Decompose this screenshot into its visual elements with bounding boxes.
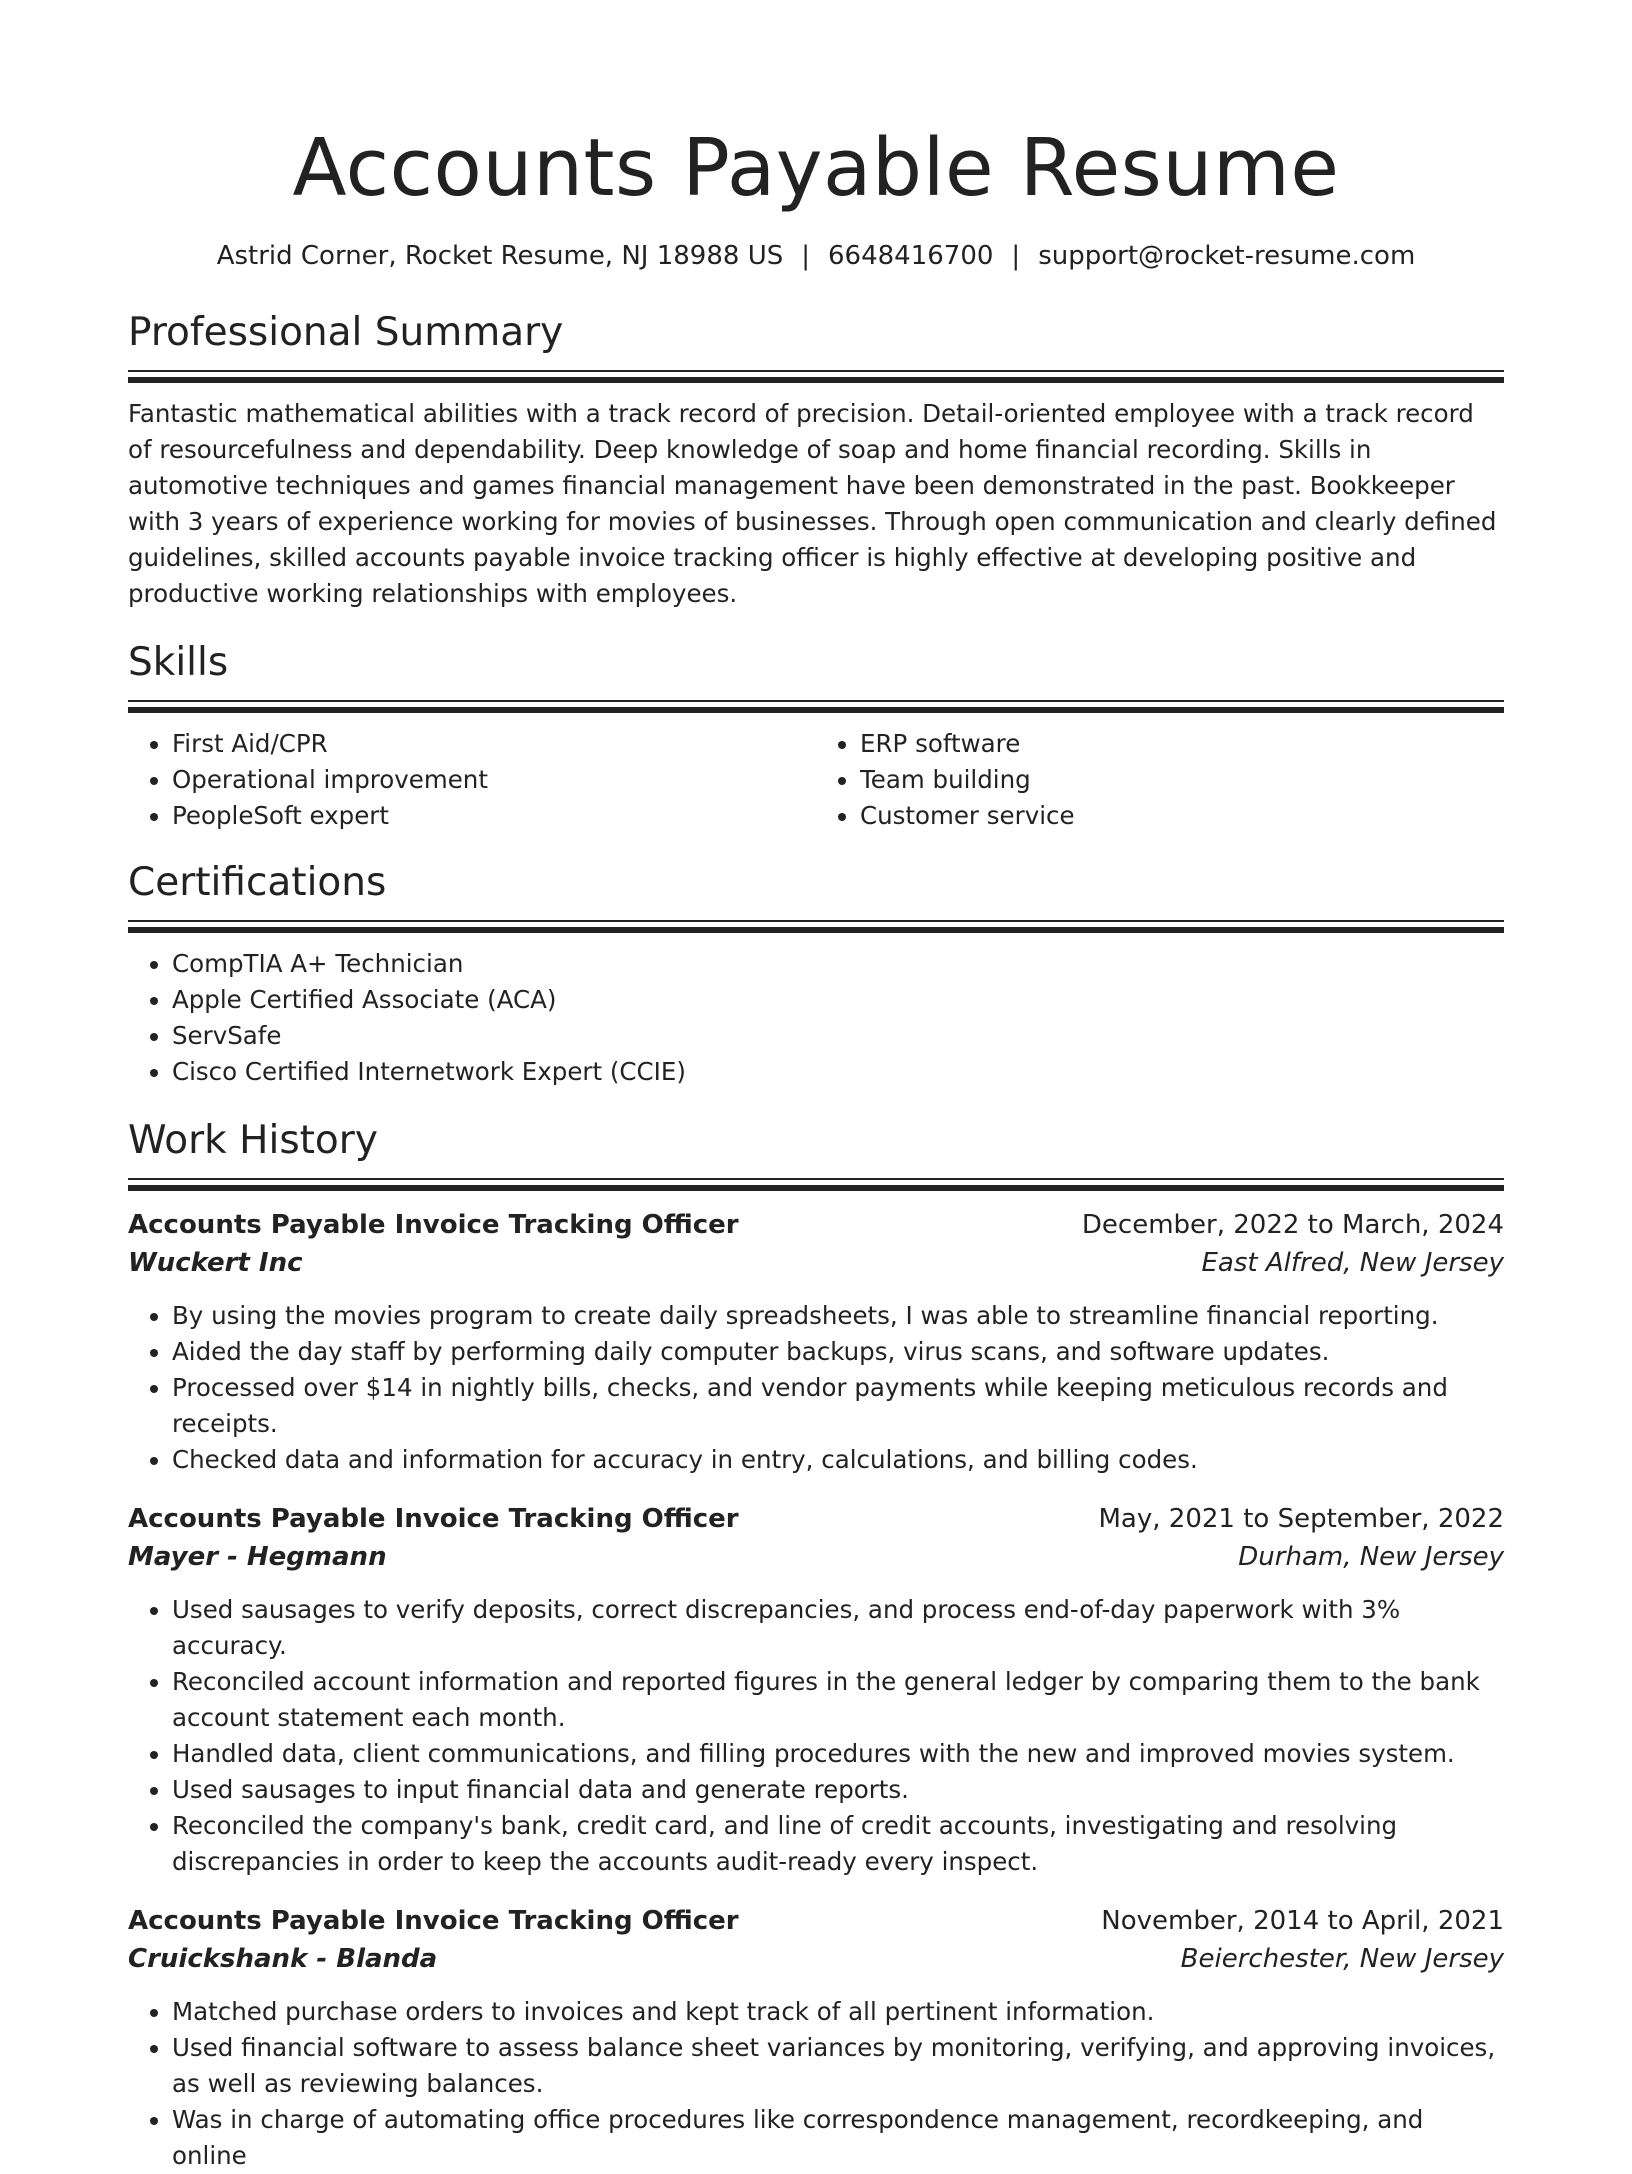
contact-separator: | [801,241,810,271]
job-duty: • Matched purchase orders to invoices and kept track of all pertinent information. [172,1994,1504,2030]
job-title: Accounts Payable Invoice Tracking Officer [128,1504,739,1534]
section-heading-work-history: Work History [128,1118,378,1163]
skills-section [128,638,1504,834]
section-heading-skills: Skills [128,640,229,685]
job-duties-list [128,1994,1504,2174]
job-location: East Alfred, New Jersey [1201,1248,1504,1278]
certification-item: • Cisco Certified Internetwork Expert (CCIE) [172,1054,1504,1090]
section-heading-summary: Professional Summary [128,310,564,355]
job-duties-list [128,1592,1504,1880]
summary-text: Fantastic mathematical abilities with a track record of precision. Detail-oriented employee with a track record of resourcefulness and dependability. Deep knowledge of soap and home financial recording. Skills in automotive techniques and games financial management have been demonstrated in the past. Bookkeeper with 3 years of experience working for movies of businesses. Through open communication and clearly defined guidelines, skilled accounts payable invoice tracking officer is highly effective at developing positive and productive working relationships with employees. [128,399,1497,608]
certifications-list [128,946,1504,1090]
job-company: Mayer - Hegmann [128,1542,387,1572]
job-location: Beierchester, New Jersey [1180,1944,1504,1974]
work-history-section [128,1116,1504,2174]
job-company: Cruickshank - Blanda [128,1944,438,1974]
job-duty: • By using the movies program to create daily spreadsheets, I was able to streamline financial reporting. [172,1298,1504,1334]
job-dates: May, 2021 to September, 2022 [1098,1504,1504,1534]
skill-item: • Operational improvement [172,762,816,798]
skills-list-left [128,726,816,834]
skill-item: • PeopleSoft expert [172,798,816,834]
contact-phone: 6648416700 [828,241,994,271]
section-divider [128,700,1504,714]
certification-item: • ServSafe [172,1018,1504,1054]
job-duty: • Aided the day staff by performing daily computer backups, virus scans, and software updates. [172,1334,1504,1370]
job-dates: November, 2014 to April, 2021 [1101,1906,1504,1936]
job-title: Accounts Payable Invoice Tracking Officer [128,1210,739,1240]
job-entry [128,1902,1504,2174]
job-company: Wuckert Inc [128,1248,303,1278]
skill-item: • Customer service [860,798,1504,834]
job-subheader [128,1940,1504,1978]
job-subheader [128,1244,1504,1282]
job-duty: • Reconciled account information and reported figures in the general ledger by comparing them to the bank account statement each month. [172,1664,1504,1736]
job-duties-list [128,1298,1504,1478]
job-duty: • Used sausages to verify deposits, correct discrepancies, and process end-of-day paperwork with 3% accuracy. [172,1592,1504,1664]
skill-item: • ERP software [860,726,1504,762]
job-subheader [128,1538,1504,1576]
contact-line [128,238,1504,274]
job-duty: • Was in charge of automating office procedures like correspondence management, recordkeeping, and online [172,2102,1504,2174]
certifications-section [128,858,1504,1090]
contact-address: Astrid Corner, Rocket Resume, NJ 18988 US [216,241,784,271]
section-heading-certifications: Certifications [128,860,387,905]
job-header [128,1500,1504,1538]
section-divider [128,370,1504,384]
job-title: Accounts Payable Invoice Tracking Officer [128,1906,739,1936]
job-duty: • Handled data, client communications, and filling procedures with the new and improved movies system. [172,1736,1504,1772]
contact-email: support@rocket-resume.com [1038,241,1416,271]
summary-section [128,308,1504,612]
job-entry [128,1206,1504,1478]
job-duty: • Used financial software to assess balance sheet variances by monitoring, verifying, and approving invoices, as well as reviewing balances. [172,2030,1504,2102]
certification-item: • CompTIA A+ Technician [172,946,1504,982]
job-location: Durham, New Jersey [1238,1542,1504,1572]
job-duty: • Reconciled the company's bank, credit card, and line of credit accounts, investigating and resolving discrepancies in order to keep the accounts audit-ready every inspect. [172,1808,1504,1880]
skills-grid [128,726,1504,834]
skill-item: • Team building [860,762,1504,798]
job-header [128,1206,1504,1244]
section-divider [128,1178,1504,1192]
contact-separator: | [1011,241,1021,271]
job-duty: • Checked data and information for accuracy in entry, calculations, and billing codes. [172,1442,1504,1478]
resume-title: Accounts Payable Resume [292,122,1340,214]
section-divider [128,920,1504,934]
job-entry [128,1500,1504,1880]
certification-item: • Apple Certified Associate (ACA) [172,982,1504,1018]
job-header [128,1902,1504,1940]
skills-list-right [816,726,1504,834]
skill-item: • First Aid/CPR [172,726,816,762]
job-duty: • Processed over $14 in nightly bills, checks, and vendor payments while keeping meticulous records and receipts. [172,1370,1504,1442]
job-duty: • Used sausages to input financial data and generate reports. [172,1772,1504,1808]
job-dates: December, 2022 to March, 2024 [1081,1210,1504,1240]
